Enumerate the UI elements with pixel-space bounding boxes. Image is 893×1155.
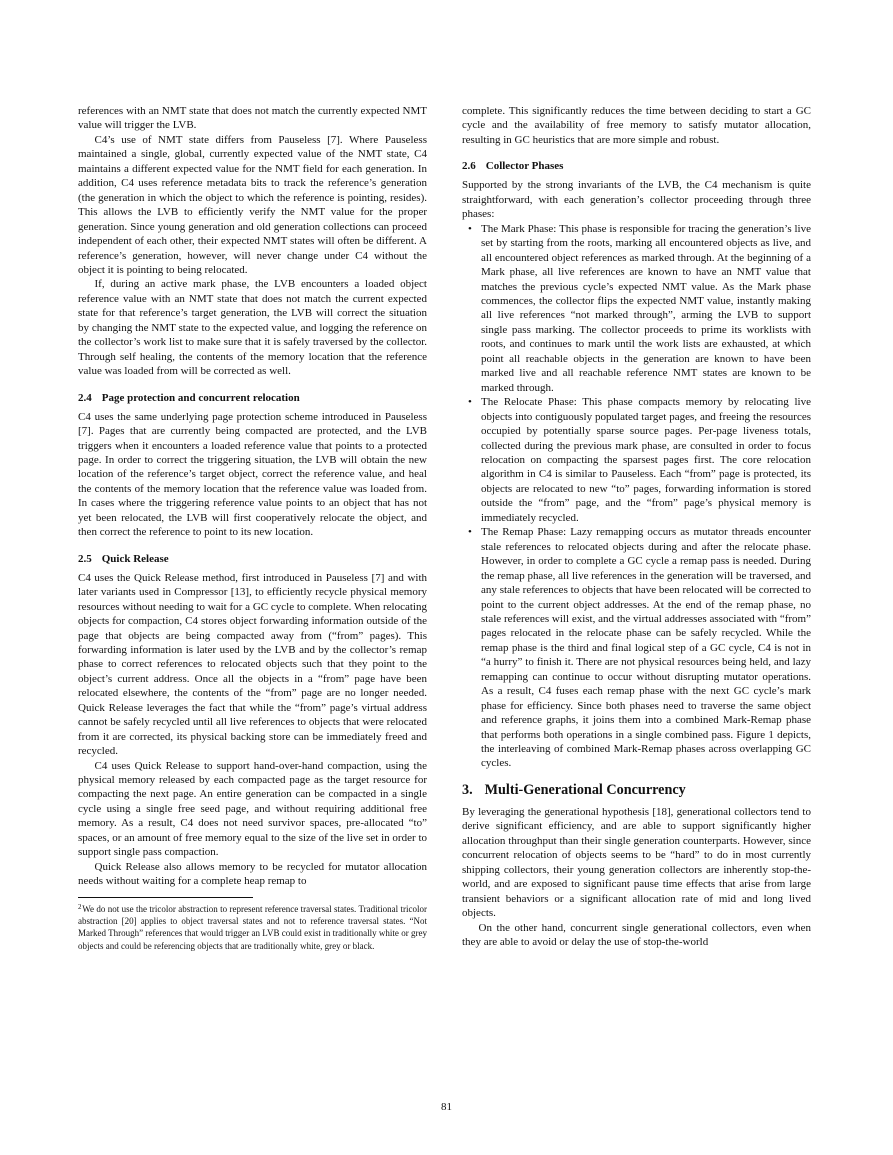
list-item — [462, 525, 811, 771]
paragraph: Quick Release also allows memory to be recycled for mutator allocation needs without waiting for a complete heap remap to — [78, 860, 427, 888]
paragraph: If, during an active mark phase, the LVB encounters a loaded object reference value with an NMT state that does not match the current expected state for that reference’s target generation, the LVB will correct the situation by changing the NMT state to the expected value, and logging the reference on the collector’s work list to make sure that it is safely traversed by the collector. Through self healing, the contents of the memory location that the reference value was loaded from will be corrected as well. — [78, 278, 427, 378]
list-item-text: The Remap Phase: Lazy remapping occurs as mutator threads encounter stale references to relocated objects during and after the relocate phase. However, in order to complete a GC cycle a remap pass is needed. During the remap phase, all live references in the generation will be traversed, and any stale references to objects that have been relocated will be corrected to point to the current object addresses. At the end of the remap phase, no stale references will exist, and the virtual addresses associated with “from” pages relocated in the relocate phase can be safely recycled. While the remap phase is the third and final logical step of a GC cycle, C4 is not in “a hurry” to finish it. There are not physical resources being held, and lazy remapping can continue to occur without disrupting mutator operations. As a result, C4 fuses each remap phase with the next GC cycle’s mark phase for efficiency. Since both phases need to traverse the same object and reference graphs, it joins them into a combined Mark-Remap phase that performs both operations in a single combined pass. Figure 1 depicts, the interleaving of combined Mark-Remap phases across overlapping GC cycles. — [481, 526, 811, 770]
footnote-divider — [78, 897, 253, 898]
footnote-text: We do not use the tricolor abstraction to represent reference traversal states. Traditional tricolor abstraction [20] applies to object traversal states and not to reference traversal states. “Not Marked Through” references that would trigger an LVB could exist in traditionally white or grey objects and could be referencing objects that are traditionally white, grey or black. — [78, 903, 427, 951]
left-column — [78, 104, 427, 952]
bullet-icon: • — [468, 526, 472, 539]
bullet-icon: • — [468, 222, 472, 235]
paragraph: complete. This significantly reduces the time between deciding to start a GC cycle and the availability of free memory to satisfy mutator allocation, resulting in GC heuristics that are more simple and robust. — [462, 105, 811, 146]
section-number: 2.5 — [78, 552, 92, 565]
list-item-text: The Relocate Phase: This phase compacts memory by relocating live objects into contiguously populated target pages, and freeing the resources occupied by potentially sparse source pages. Per-page liveness totals, collected during the previous mark phase, are consulted in order to focus relocation on compacting the sparsest pages first. The core relocation algorithm in C4 is similar to Pauseless. Each “from” page is protected, its objects are relocated to new “to” pages, forwarding information is stored outside the “from” page, and the “from” page’s physical memory is immediately recycled. — [481, 396, 811, 524]
list-item — [462, 395, 811, 525]
footnote-mark: 2 — [78, 902, 82, 911]
section-heading-2-6 — [462, 159, 811, 173]
paragraph: C4 uses the same underlying page protection scheme introduced in Pauseless [7]. Pages that are currently being compacted are protected, and the LVB triggers when it encounters a loaded reference value that points to a protected page. In order to correct the triggering situation, the LVB will obtain the new location of the reference’s target object, correct the reference value, and heal the contents of the memory location that the reference value was loaded from. In cases where the triggering reference value points to an object that has not yet been relocated, the LVB will first cooperatively relocate the object, and then correct the reference to point to its new location. — [78, 410, 427, 539]
footnote — [78, 901, 427, 952]
section-number: 2.4 — [78, 391, 92, 404]
paragraph: C4 uses the Quick Release method, first introduced in Pauseless [7] and with later variants used in Compressor [13], to efficiently recycle physical memory resources without needing to wait for a GC cycle to complete. When relocating objects for compaction, C4 stores object forwarding information outside of the page that objects are being compacted away from (“from” pages). This forwarding information is later used by the LVB and by the collector’s remap phase to correct references to relocated objects such that they point to the object’s current address. Once all the objects in a “from” page have been relocated elsewhere, the contents of the “from” page are no longer needed. Quick Release leverages the fact that while the “from” page’s virtual address cannot be safely recycled until all live references to objects that were relocated from it are corrected, its physical backing store can be immediately freed and recycled. — [78, 571, 427, 758]
paragraph: Supported by the strong invariants of the LVB, the C4 mechanism is quite straightforward, with each generation’s collector proceeding through three phases: — [462, 179, 811, 221]
right-column — [462, 104, 811, 949]
phase-list — [462, 222, 811, 771]
paragraph: By leveraging the generational hypothesis [18], generational collectors tend to derive significant efficiency, and are able to support significantly higher allocation throughput than their single generation counterparts. However, since concurrent relocation of objects seems to be “hard” to do in most currently shipping collectors, their young generation collectors are inherently stop-the-world, and are exposed to significant pause time effects that arise from large transient behaviors or a significant allocation rate of mid and long lived objects. — [462, 805, 811, 920]
list-item-text: The Mark Phase: This phase is responsible for tracing the generation’s live set by starting from the roots, marking all encountered objects as live, and all encountered object references as marked through. At the beginning of a Mark phase, all live references are known to have an NMT value that matches the previous cycle’s expected NMT value. As the Mark phase commences, the collector flips the expected NMT value, instantly making all live references “not marked through”, arming the LVB to support single pass marking. The collector proceeds to prime its worklists with roots, and continues to mark until the work lists are exhausted, at which point all reachable objects in the generation are known to have been marked live and all reachable reference NMT states are known to be marked through. — [481, 222, 811, 394]
section-heading-3 — [462, 781, 811, 799]
paragraph: C4’s use of NMT state differs from Pauseless [7]. Where Pauseless maintained a single, global, currently expected value of the NMT state, C4 maintains a different expected value for the NMT field for each generation. In addition, C4 uses reference metadata bits to track the reference’s generation (the generation in which the object to which the reference is pointing, resides). This allows the LVB to efficiently verify the NMT value for the proper generation. Since young generation and old generation collections can proceed independent of each other, their expected NMT states will often be different. A reference’s generation, however, will never change under C4 without the object it is pointing to being relocated. — [78, 133, 427, 276]
bullet-icon: • — [468, 396, 472, 409]
section-number: 2.6 — [462, 160, 476, 173]
paragraph: On the other hand, concurrent single generational collectors, even when they are able to avoid or delay the use of stop-the-world — [462, 921, 811, 949]
section-title: Multi-Generational Concurrency — [484, 781, 686, 798]
paragraph: C4 uses Quick Release to support hand-over-hand compaction, using the physical memory released by each compacted page as the target resource for compacting the next page. An entire generation can be compacted in a single cycle using a single free seed page, and without requiring additional free memory. As a result, C4 does not need survivor spaces, pre-allocated “to” spaces, or an amount of free memory equal to the size of the live set in order to support single pass compaction. — [78, 759, 427, 859]
section-heading-2-4 — [78, 391, 427, 405]
list-item — [462, 222, 811, 395]
section-heading-2-5 — [78, 552, 427, 566]
page-number: 81 — [441, 1101, 452, 1113]
section-title: Collector Phases — [485, 160, 564, 173]
section-title: Page protection and concurrent relocation — [101, 391, 300, 404]
section-number: 3. — [462, 781, 473, 798]
paragraph: references with an NMT state that does not match the currently expected NMT value will trigger the LVB. — [78, 105, 427, 132]
section-title: Quick Release — [101, 552, 169, 565]
